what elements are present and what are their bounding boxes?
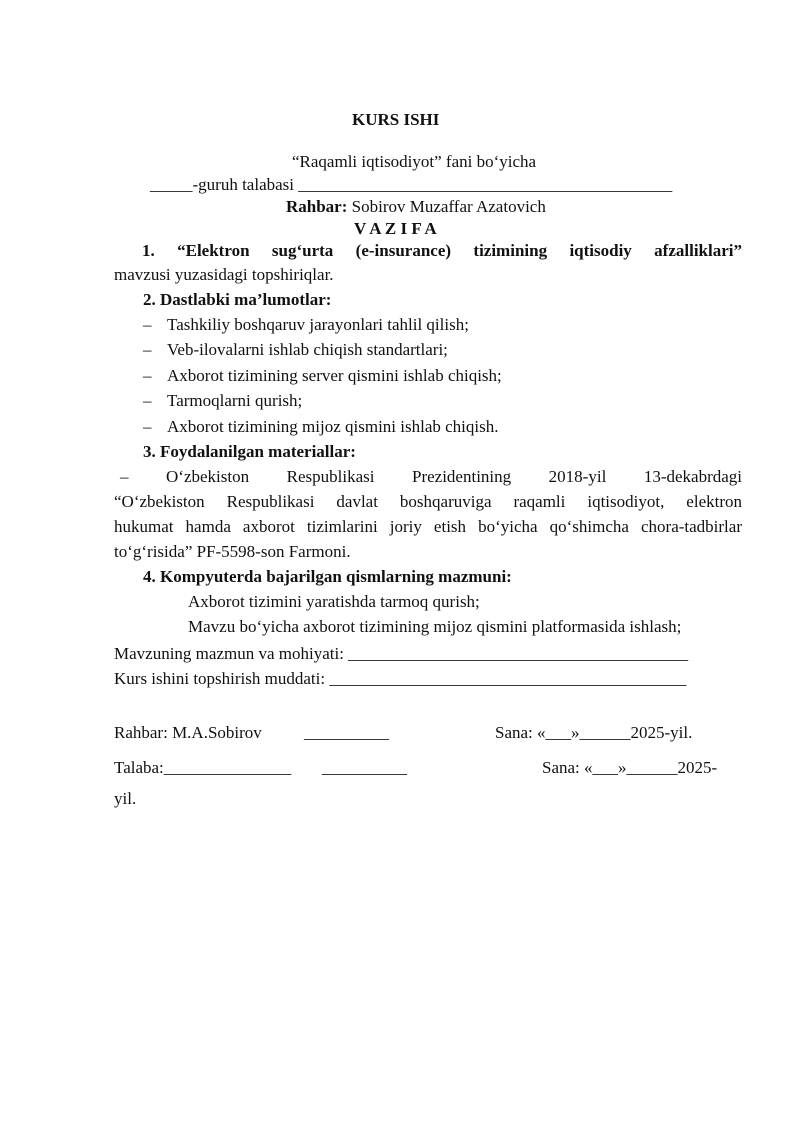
task3-line: – O‘zbekiston Respublikasi Prezidentining 2018-yil 13-dekabrdagi bbox=[120, 467, 742, 486]
supervisor-line bbox=[286, 196, 546, 218]
task3-line: to‘g‘risida” PF-5598-son Farmoni. bbox=[114, 542, 351, 561]
subject-line: “Raqamli iqtisodiyot” fani bo‘yicha bbox=[292, 152, 537, 171]
task2-heading: 2. Dastlabki ma’lumotlar: bbox=[143, 290, 332, 309]
student-sign-blank: __________ bbox=[322, 758, 407, 777]
deadline-line: Kurs ishini topshirish muddati: __________________________________________ bbox=[114, 669, 687, 688]
task2-item: – Tashkiliy boshqaruv jarayonlari tahlil qilish; bbox=[143, 315, 469, 334]
task2-item: – Veb-ilovalarni ishlab chiqish standartlari; bbox=[143, 340, 448, 359]
task3-line: hukumat hamda axborot tizimlarini joriy etish bo‘yicha qo‘shimcha chora-tadbirlar bbox=[114, 517, 742, 536]
document-title: KURS ISHI bbox=[352, 110, 440, 129]
group-line: _____-guruh talabasi ____________________________________________ bbox=[150, 175, 673, 194]
task3-heading: 3. Foydalanilgan materiallar: bbox=[143, 442, 356, 461]
task4-item: Axborot tizimini yaratishda tarmoq qurish; bbox=[188, 592, 480, 611]
task4-item: Mavzu bo‘yicha axborot tizimining mijoz qismini platformasida ishlash; bbox=[188, 617, 682, 636]
supervisor-date: Sana: «___»______2025-yil. bbox=[495, 723, 693, 742]
supervisor-signature: Rahbar: M.A.Sobirov bbox=[114, 723, 262, 742]
supervisor-name: Sobirov Muzaffar Azatovich bbox=[347, 197, 546, 216]
student-signature: Talaba:_______________ bbox=[114, 758, 292, 777]
supervisor-label: Rahbar: bbox=[286, 197, 348, 216]
student-date: Sana: «___»______2025- bbox=[542, 758, 718, 777]
task3-line: “O‘zbekiston Respublikasi davlat boshqaruviga raqamli iqtisodiyot, elektron bbox=[114, 492, 742, 511]
task1-line2: mavzusi yuzasidagi topshiriqlar. bbox=[114, 265, 334, 284]
task4-heading: 4. Kompyuterda bajarilgan qismlarning mazmuni: bbox=[143, 567, 512, 586]
vazifa-heading: V A Z I F A bbox=[354, 219, 437, 238]
student-date-continued: yil. bbox=[114, 789, 137, 808]
task2-item: – Axborot tizimining server qismini ishlab chiqish; bbox=[143, 366, 502, 385]
task2-item: – Axborot tizimining mijoz qismini ishlab chiqish. bbox=[143, 417, 499, 436]
supervisor-sign-blank: __________ bbox=[304, 723, 389, 742]
essence-line: Mavzuning mazmun va mohiyati: ________________________________________ bbox=[114, 644, 689, 663]
task2-item: – Tarmoqlarni qurish; bbox=[143, 391, 303, 410]
task1-line1: 1. “Elektron sug‘urta (e-insurance) tizimining iqtisodiy afzalliklari” bbox=[142, 241, 742, 260]
